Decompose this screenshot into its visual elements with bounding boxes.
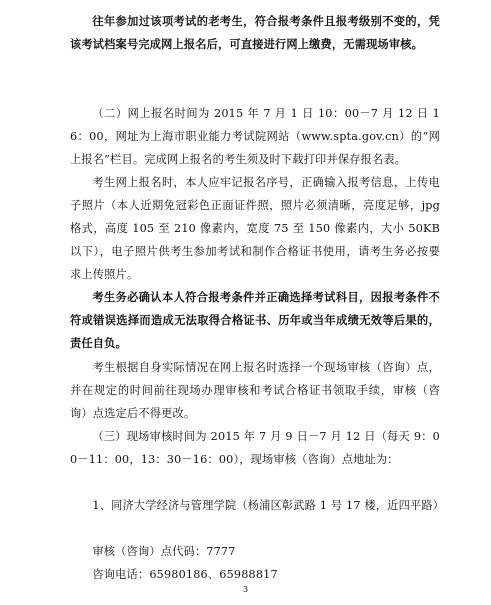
paragraph-photo-upload: 考生网上报名时，本人应牢记报名序号，正确输入报考信息，上传电子照片（本人近期免冠彩色正面证件照，照片必须清晰，亮度足够，jpg 格式，高度 105 至 210 像素内，宽度 75 至 150 像素内，大小 50KB 以下），电子照片供考生参加考试和制作合格证书使用，请考生务必按要求上传照片。 [70,176,440,281]
page-number: 3 [242,585,249,594]
paragraph-audit-point-selection: 考生根据自身实际情况在网上报名时选择一个现场审核（咨询）点，并在规定的时间前往现场办理审核和考试合格证书领取手续，审核（咨询）点选定后不得更改。 [70,361,440,420]
paragraph-responsibility: 考生务必确认本人符合报考条件并正确选择考试科目，因报考条件不符或错误选择而造成无法取得合格证书、历年或当年成绩无效等后果的，责任自负。 [70,290,440,350]
paragraph-returning-candidates: 往年参加过该项考试的老考生，符合报考条件且报考级别不变的，凭该考试档案号完成网上报名后，可直接进行网上缴费，无需现场审核。 [70,14,440,51]
paragraph-audit-location-1: 1、同济大学经济与管理学院（杨浦区彰武路 1 号 17 楼，近四平路） [92,499,445,512]
audit-point-code: 审核（咨询）点代码：7777 [92,545,236,558]
paragraph-online-registration-time: （二）网上报名时间为 2015 年 7 月 1 日 10：00－7 月 12 日 16：00，网址为上海市职业能力考试院网站（www.spta.gov.cn）的“网上报名”栏目。完成网上报名的考生须及时下载打印并保存报名表。 [70,107,440,166]
consultation-phone: 咨询电话：65980186、65988817 [92,568,278,581]
paragraph-onsite-audit-time: （三）现场审核时间为 2015 年 7 月 9 日－7 月 12 日（每天 9：00－11：00，13：30－16：00），现场审核（咨询）点地址为： [70,430,440,466]
